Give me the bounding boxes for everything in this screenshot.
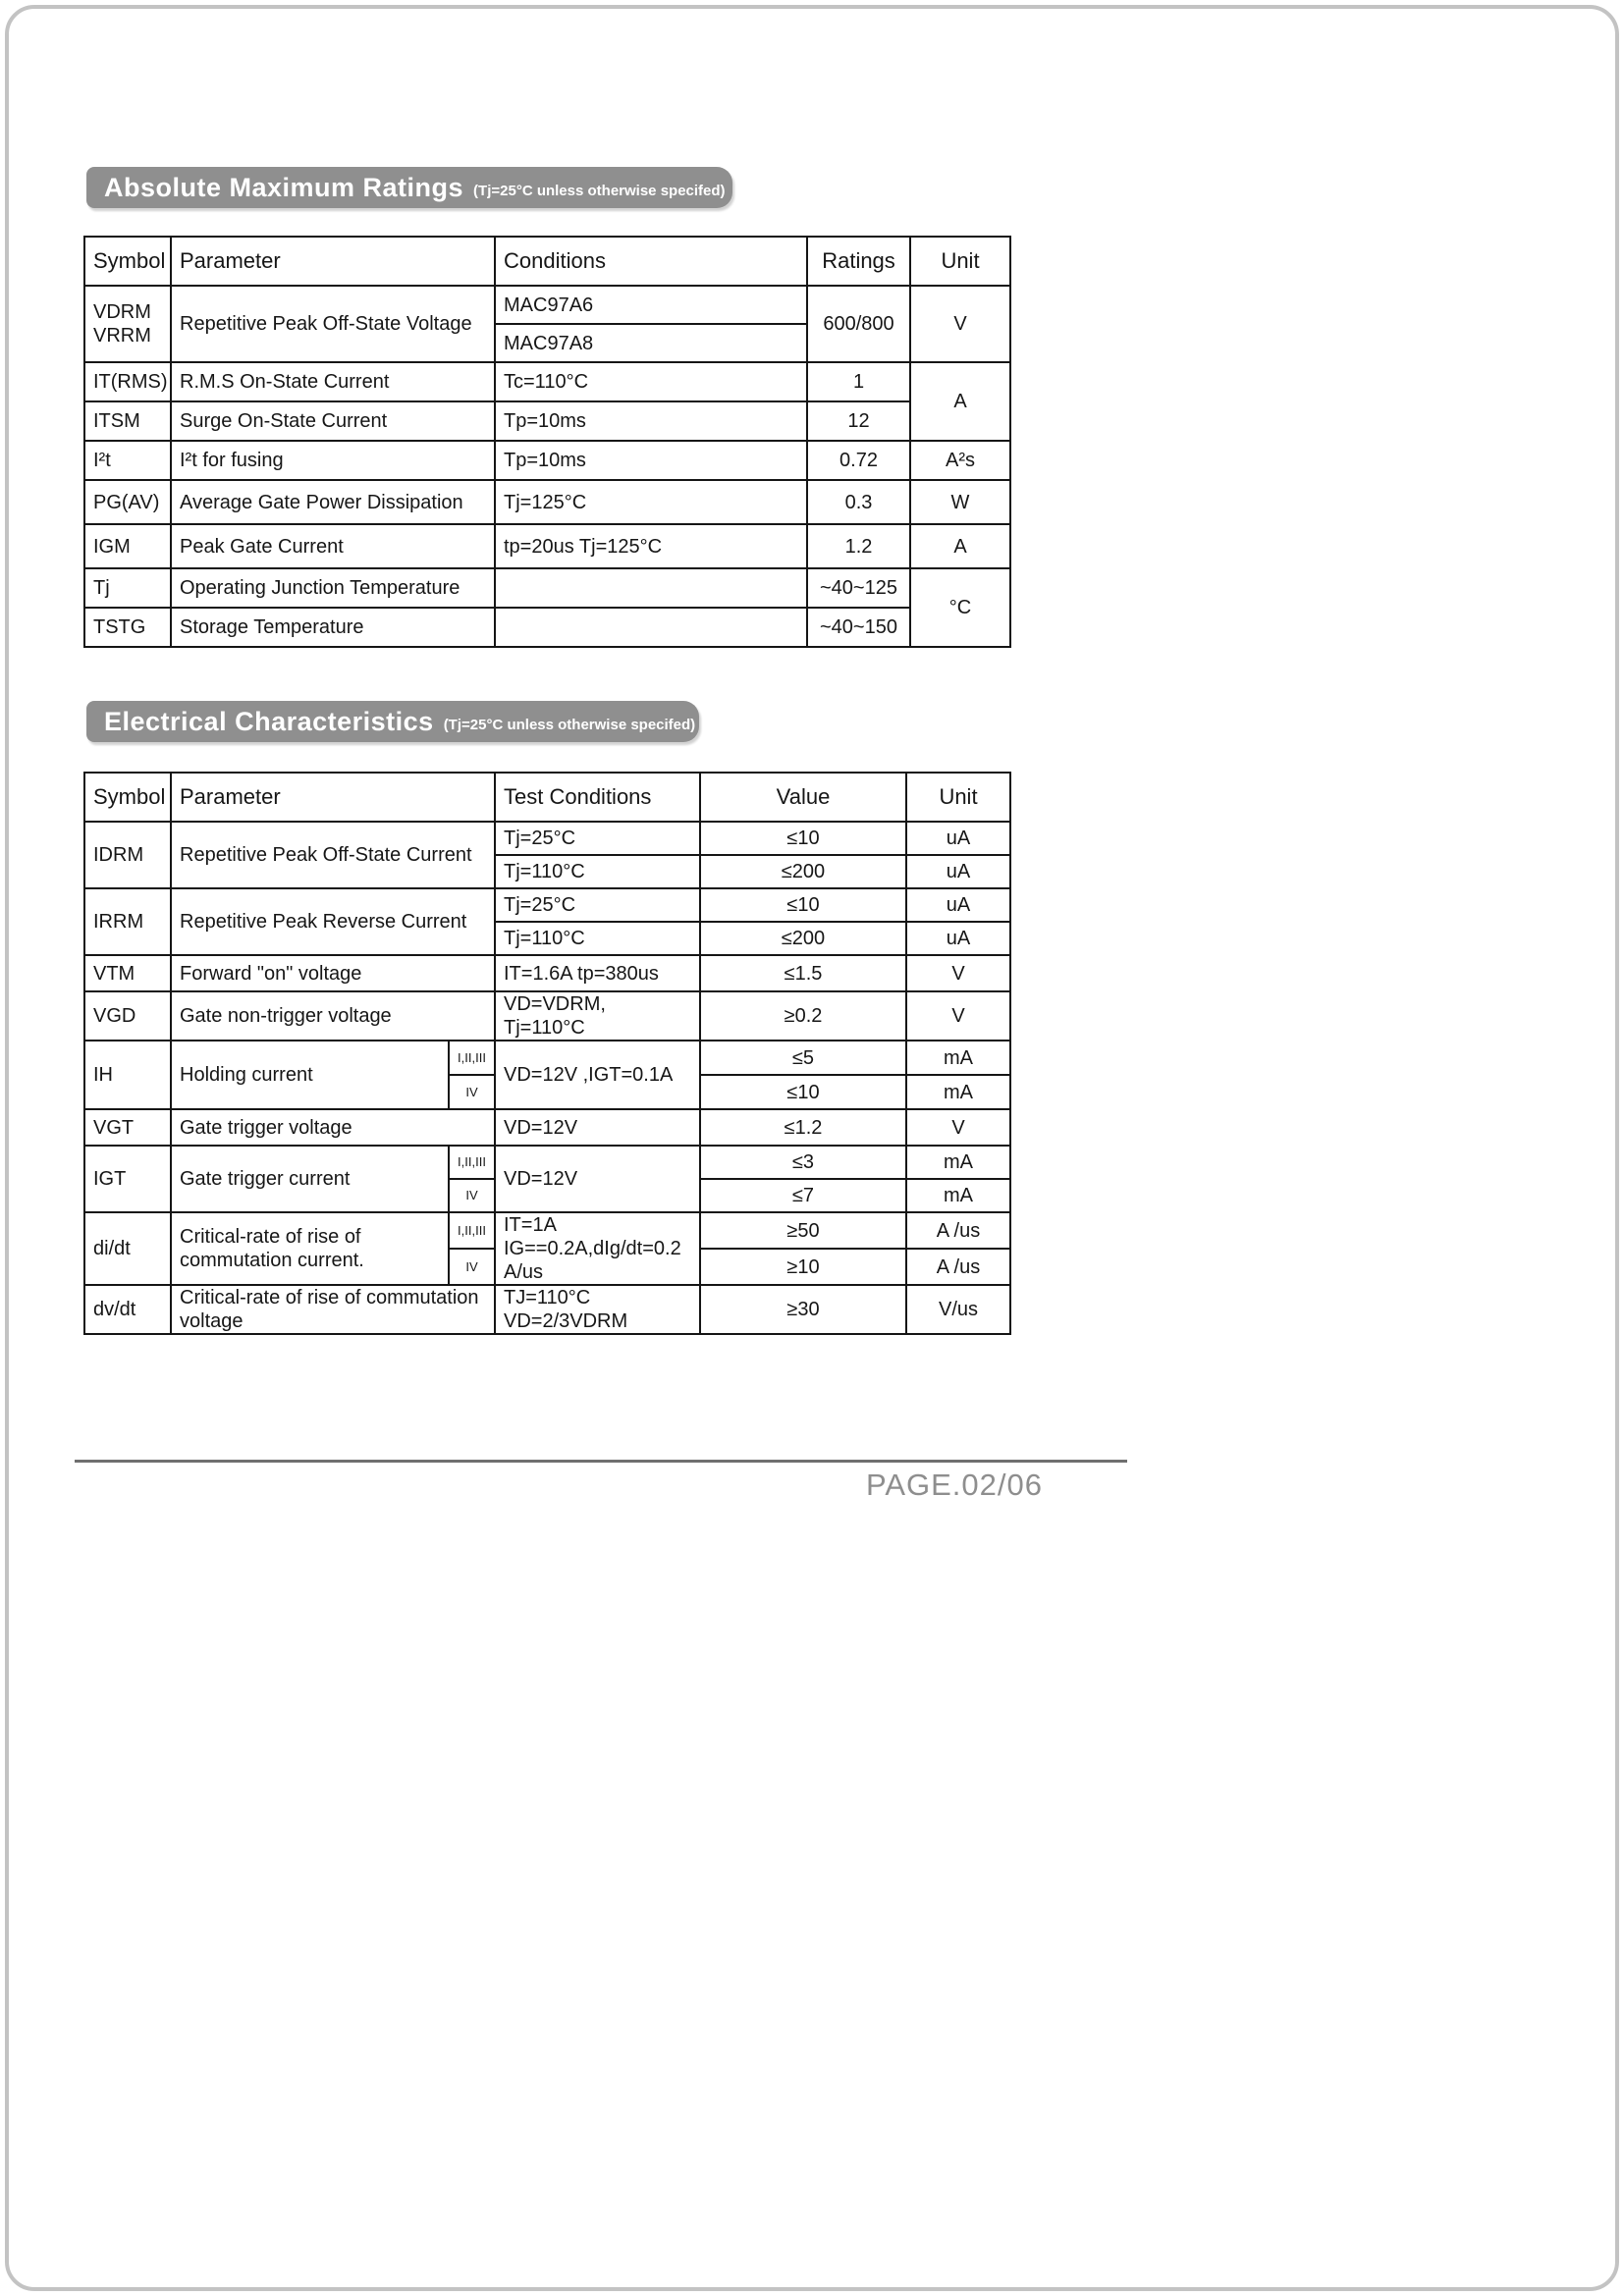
cell-unit: V/us xyxy=(906,1285,1010,1334)
cell-value: ≤5 xyxy=(700,1041,906,1075)
cell-rating: 0.72 xyxy=(807,441,910,480)
cell-quadrant: I,II,III xyxy=(449,1041,495,1075)
table-row xyxy=(84,480,1010,524)
cell-conditions: MAC97A8 xyxy=(495,324,807,362)
absolute-maximum-ratings-table xyxy=(83,236,1011,648)
cell-unit: W xyxy=(910,480,1010,524)
table-row xyxy=(84,1109,1010,1146)
cell-parameter: R.M.S On-State Current xyxy=(171,362,495,401)
amr-section-title: Absolute Maximum Ratings xyxy=(104,172,464,202)
cell-unit: uA xyxy=(906,855,1010,888)
col-header-parameter: Parameter xyxy=(171,773,495,822)
table-row xyxy=(84,991,1010,1041)
cell-value: ≤200 xyxy=(700,922,906,955)
cell-symbol xyxy=(84,286,171,362)
cell-unit: V xyxy=(906,955,1010,991)
cell-parameter: Repetitive Peak Reverse Current xyxy=(171,888,495,955)
ec-section-subtitle: (Tj=25°C unless otherwise specifed) xyxy=(443,716,696,733)
cell-value: ≤200 xyxy=(700,855,906,888)
cell-rating: ~40~125 xyxy=(807,568,910,608)
cell-parameter: Forward "on" voltage xyxy=(171,955,495,991)
symbol-line: VRRM xyxy=(93,325,151,347)
cell-value: ≤10 xyxy=(700,1075,906,1109)
cell-rating: 1 xyxy=(807,362,910,401)
electrical-characteristics-table xyxy=(83,772,1011,1335)
cell-conditions: Tj=125°C xyxy=(495,480,807,524)
cell-value: ≤1.5 xyxy=(700,955,906,991)
cell-conditions: Tp=10ms xyxy=(495,441,807,480)
table-header-row xyxy=(84,773,1010,822)
cell-parameter: Gate non-trigger voltage xyxy=(171,991,495,1041)
cell-symbol: IRRM xyxy=(84,888,171,955)
col-header-symbol: Symbol xyxy=(84,773,171,822)
cell-unit: V xyxy=(906,991,1010,1041)
cell-symbol: IH xyxy=(84,1041,171,1109)
cell-symbol: PG(AV) xyxy=(84,480,171,524)
cell-symbol: IGM xyxy=(84,524,171,568)
cell-test-conditions: VD=VDRM, Tj=110°C xyxy=(495,991,700,1041)
cell-value: ≥0.2 xyxy=(700,991,906,1041)
cell-parameter: Holding current xyxy=(171,1041,449,1109)
cell-symbol: IT(RMS) xyxy=(84,362,171,401)
cell-parameter: Average Gate Power Dissipation xyxy=(171,480,495,524)
condition-line: IT=1A xyxy=(504,1214,557,1236)
cell-symbol: di/dt xyxy=(84,1212,171,1285)
condition-line: IG==0.2A,dIg/dt=0.2A/us xyxy=(504,1238,681,1283)
cell-parameter: Critical-rate of rise of commutation voltage xyxy=(171,1285,495,1334)
cell-value: ≤3 xyxy=(700,1146,906,1179)
cell-symbol: I²t xyxy=(84,441,171,480)
cell-value: ≤10 xyxy=(700,822,906,855)
cell-conditions xyxy=(495,608,807,647)
cell-test-conditions xyxy=(495,1212,700,1285)
cell-parameter: Surge On-State Current xyxy=(171,401,495,441)
cell-unit: mA xyxy=(906,1075,1010,1109)
cell-quadrant: IV xyxy=(449,1249,495,1285)
cell-unit: mA xyxy=(906,1041,1010,1075)
cell-test-conditions: VD=12V xyxy=(495,1146,700,1212)
cell-parameter: Gate trigger voltage xyxy=(171,1109,495,1146)
cell-unit: A /us xyxy=(906,1212,1010,1249)
ec-section-banner xyxy=(86,701,699,742)
cell-test-conditions: VD=12V ,IGT=0.1A xyxy=(495,1041,700,1109)
cell-parameter: Operating Junction Temperature xyxy=(171,568,495,608)
cell-test-conditions: VD=12V xyxy=(495,1109,700,1146)
cell-quadrant: IV xyxy=(449,1075,495,1109)
amr-section-subtitle: (Tj=25°C unless otherwise specifed) xyxy=(473,182,726,199)
cell-test-conditions: Tj=25°C xyxy=(495,888,700,922)
table-row xyxy=(84,362,1010,401)
cell-unit: V xyxy=(906,1109,1010,1146)
cell-rating: 12 xyxy=(807,401,910,441)
cell-symbol: dv/dt xyxy=(84,1285,171,1334)
cell-parameter: Peak Gate Current xyxy=(171,524,495,568)
cell-value: ≤10 xyxy=(700,888,906,922)
col-header-value: Value xyxy=(700,773,906,822)
cell-conditions: MAC97A6 xyxy=(495,286,807,324)
cell-quadrant: I,II,III xyxy=(449,1212,495,1249)
table-row xyxy=(84,441,1010,480)
cell-unit: °C xyxy=(910,568,1010,647)
col-header-conditions: Conditions xyxy=(495,237,807,286)
cell-unit: mA xyxy=(906,1146,1010,1179)
cell-value: ≥10 xyxy=(700,1249,906,1285)
cell-symbol: VGD xyxy=(84,991,171,1041)
page-number: PAGE.02/06 xyxy=(865,1468,1043,1502)
cell-rating: 0.3 xyxy=(807,480,910,524)
cell-symbol: IGT xyxy=(84,1146,171,1212)
col-header-parameter: Parameter xyxy=(171,237,495,286)
table-row xyxy=(84,1146,1010,1179)
table-row xyxy=(84,1041,1010,1075)
cell-quadrant: I,II,III xyxy=(449,1146,495,1179)
cell-parameter: Gate trigger current xyxy=(171,1146,449,1212)
cell-test-conditions: Tj=110°C xyxy=(495,922,700,955)
cell-rating: ~40~150 xyxy=(807,608,910,647)
col-header-ratings: Ratings xyxy=(807,237,910,286)
cell-parameter: I²t for fusing xyxy=(171,441,495,480)
table-row xyxy=(84,1212,1010,1249)
cell-unit: A /us xyxy=(906,1249,1010,1285)
table-row xyxy=(84,1285,1010,1334)
table-row xyxy=(84,568,1010,608)
cell-unit: V xyxy=(910,286,1010,362)
cell-rating: 600/800 xyxy=(807,286,910,362)
cell-test-conditions xyxy=(495,1285,700,1334)
table-row xyxy=(84,822,1010,855)
col-header-unit: Unit xyxy=(906,773,1010,822)
condition-line: VD=2/3VDRM xyxy=(504,1310,628,1332)
cell-parameter: Repetitive Peak Off-State Current xyxy=(171,822,495,888)
cell-test-conditions: Tj=110°C xyxy=(495,855,700,888)
cell-value: ≥50 xyxy=(700,1212,906,1249)
cell-unit: uA xyxy=(906,822,1010,855)
table-row xyxy=(84,286,1010,324)
cell-symbol: ITSM xyxy=(84,401,171,441)
condition-line: TJ=110°C xyxy=(504,1287,591,1308)
cell-conditions: tp=20us Tj=125°C xyxy=(495,524,807,568)
cell-unit: A xyxy=(910,362,1010,441)
col-header-symbol: Symbol xyxy=(84,237,171,286)
cell-parameter: Storage Temperature xyxy=(171,608,495,647)
ec-section-title: Electrical Characteristics xyxy=(104,706,434,736)
table-row xyxy=(84,608,1010,647)
cell-conditions: Tp=10ms xyxy=(495,401,807,441)
cell-symbol: TSTG xyxy=(84,608,171,647)
cell-test-conditions: Tj=25°C xyxy=(495,822,700,855)
cell-conditions: Tc=110°C xyxy=(495,362,807,401)
cell-quadrant: IV xyxy=(449,1179,495,1212)
cell-unit: A xyxy=(910,524,1010,568)
col-header-test-conditions: Test Conditions xyxy=(495,773,700,822)
cell-symbol: Tj xyxy=(84,568,171,608)
cell-rating: 1.2 xyxy=(807,524,910,568)
cell-test-conditions: IT=1.6A tp=380us xyxy=(495,955,700,991)
cell-conditions xyxy=(495,568,807,608)
amr-section-banner xyxy=(86,167,732,208)
cell-unit: uA xyxy=(906,888,1010,922)
footer-divider-line xyxy=(75,1460,1127,1463)
cell-unit: mA xyxy=(906,1179,1010,1212)
table-row xyxy=(84,888,1010,922)
cell-parameter: Repetitive Peak Off-State Voltage xyxy=(171,286,495,362)
cell-value: ≥30 xyxy=(700,1285,906,1334)
cell-symbol: VTM xyxy=(84,955,171,991)
table-header-row xyxy=(84,237,1010,286)
cell-parameter: Critical-rate of rise of commutation current. xyxy=(171,1212,449,1285)
cell-unit: uA xyxy=(906,922,1010,955)
cell-value: ≤1.2 xyxy=(700,1109,906,1146)
table-row xyxy=(84,401,1010,441)
table-row xyxy=(84,955,1010,991)
cell-symbol: IDRM xyxy=(84,822,171,888)
col-header-unit: Unit xyxy=(910,237,1010,286)
cell-value: ≤7 xyxy=(700,1179,906,1212)
cell-symbol: VGT xyxy=(84,1109,171,1146)
table-row xyxy=(84,524,1010,568)
cell-unit: A²s xyxy=(910,441,1010,480)
symbol-line: VDRM xyxy=(93,301,151,323)
